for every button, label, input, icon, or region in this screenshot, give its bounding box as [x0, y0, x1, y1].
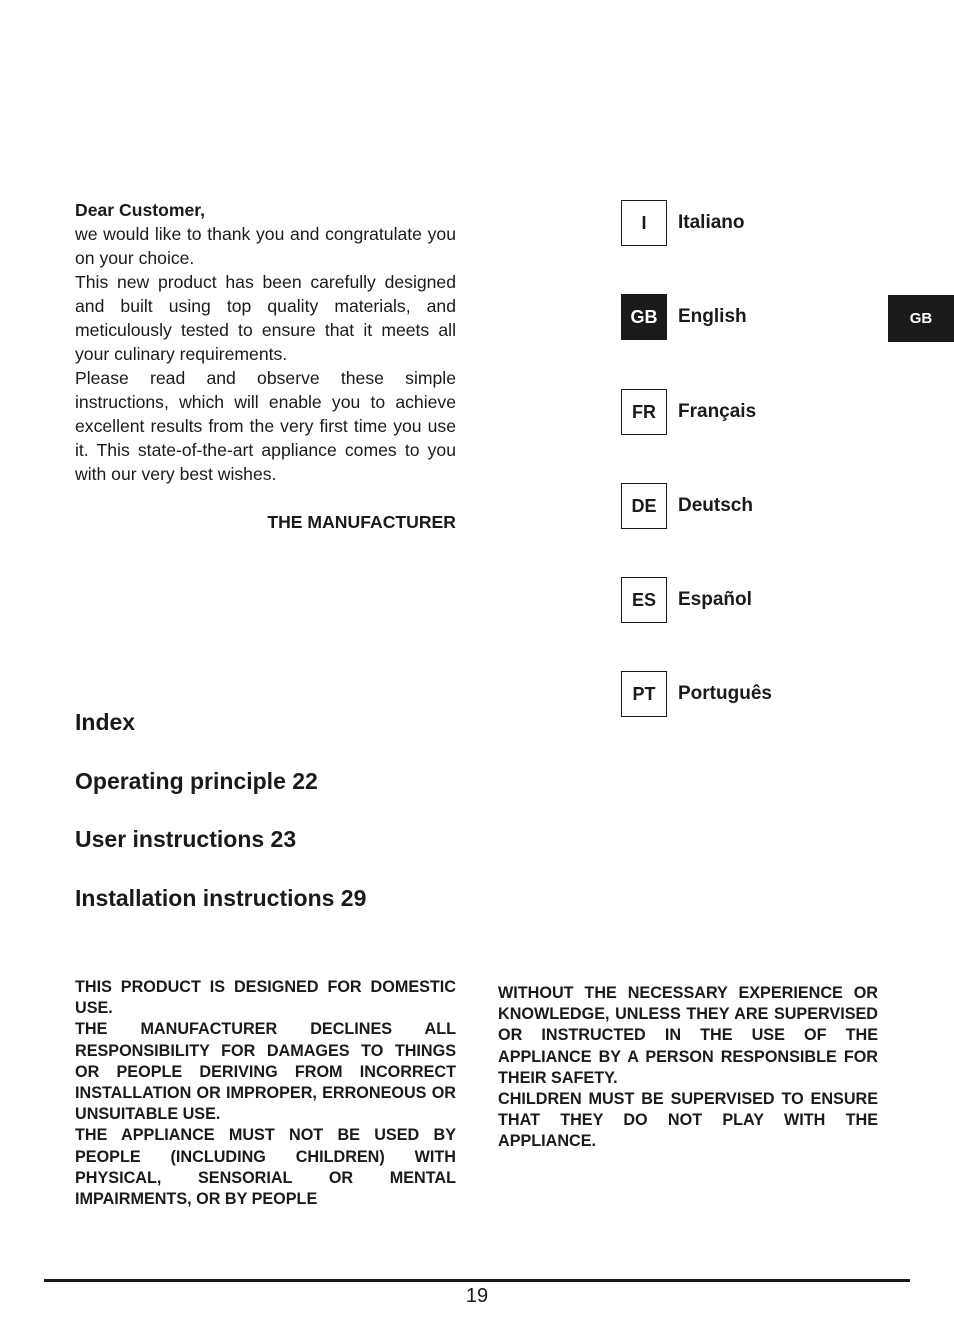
index-item: User instructions 23 — [75, 826, 297, 852]
language-item-espanol[interactable] — [621, 577, 921, 625]
warning-paragraph: THE APPLIANCE MUST NOT BE USED BY PEOPLE (INCLUDING CHILDREN) WITH PHYSICAL, SENSORIAL OR MENTAL IMPAIRMENTS, OR BY PEOPLE — [75, 1126, 456, 1209]
intro-paragraph: we would like to thank you and congratulate you on your choice. — [75, 224, 456, 268]
language-code-box: DE — [621, 483, 667, 529]
language-item-francais[interactable] — [621, 389, 921, 437]
warning-paragraph: THIS PRODUCT IS DESIGNED FOR DOMESTIC USE. — [75, 978, 456, 1018]
warning-paragraph: CHILDREN MUST BE SUPERVISED TO ENSURE THAT THEY DO NOT PLAY WITH THE APPLIANCE. — [498, 1090, 878, 1151]
greeting: Dear Customer, — [75, 200, 206, 220]
language-code-box: FR — [621, 389, 667, 435]
language-side-tab: GB — [888, 295, 954, 342]
intro-section — [75, 198, 456, 534]
warning-paragraph: THE MANUFACTURER DECLINES ALL RESPONSIBILITY FOR DAMAGES TO THINGS OR PEOPLE DERIVING FROM INCORRECT INSTALLATION OR IMPROPER, ERRONEOUS OR UNSUITABLE USE. — [75, 1020, 456, 1124]
language-item-english[interactable] — [621, 294, 921, 342]
language-code-box: ES — [621, 577, 667, 623]
language-name: Português — [678, 683, 772, 704]
index-title: Index — [75, 709, 136, 735]
language-name: Français — [678, 401, 757, 422]
language-item-deutsch[interactable] — [621, 483, 921, 531]
intro-paragraph: Please read and observe these simple instructions, which will enable you to achieve excellent results from the very first time you use it. This state-of-the-art appliance comes to you with our very best wishes. — [75, 368, 456, 484]
language-name: Italiano — [678, 212, 745, 233]
language-code-box: I — [621, 200, 667, 246]
index-item: Installation instructions 29 — [75, 884, 367, 911]
language-item-portugues[interactable] — [621, 671, 921, 719]
footer-rule — [44, 1279, 910, 1282]
warning-paragraph: WITHOUT THE NECESSARY EXPERIENCE OR KNOWLEDGE, UNLESS THEY ARE SUPERVISED OR INSTRUCTED IN THE USE OF THE APPLIANCE BY A PERSON RESPONSIBLE FOR THEIR SAFETY. — [498, 984, 878, 1087]
index-item: Operating principle 22 — [75, 767, 318, 794]
language-name: English — [678, 306, 747, 327]
language-name: Deutsch — [678, 495, 753, 516]
warning-column-right — [498, 983, 878, 1153]
page-number: 19 — [465, 1285, 489, 1307]
language-code-box: GB — [621, 294, 667, 340]
language-item-italiano[interactable] — [621, 200, 921, 248]
language-name: Español — [678, 589, 752, 610]
intro-paragraph: This new product has been carefully designed and built using top quality materials, and meticulously tested to ensure that it meets all your culinary requirements. — [75, 272, 456, 364]
language-code-box: PT — [621, 671, 667, 717]
index-section — [75, 708, 366, 942]
warning-column-left — [75, 977, 456, 1210]
signature: THE MANUFACTURER — [267, 512, 456, 532]
